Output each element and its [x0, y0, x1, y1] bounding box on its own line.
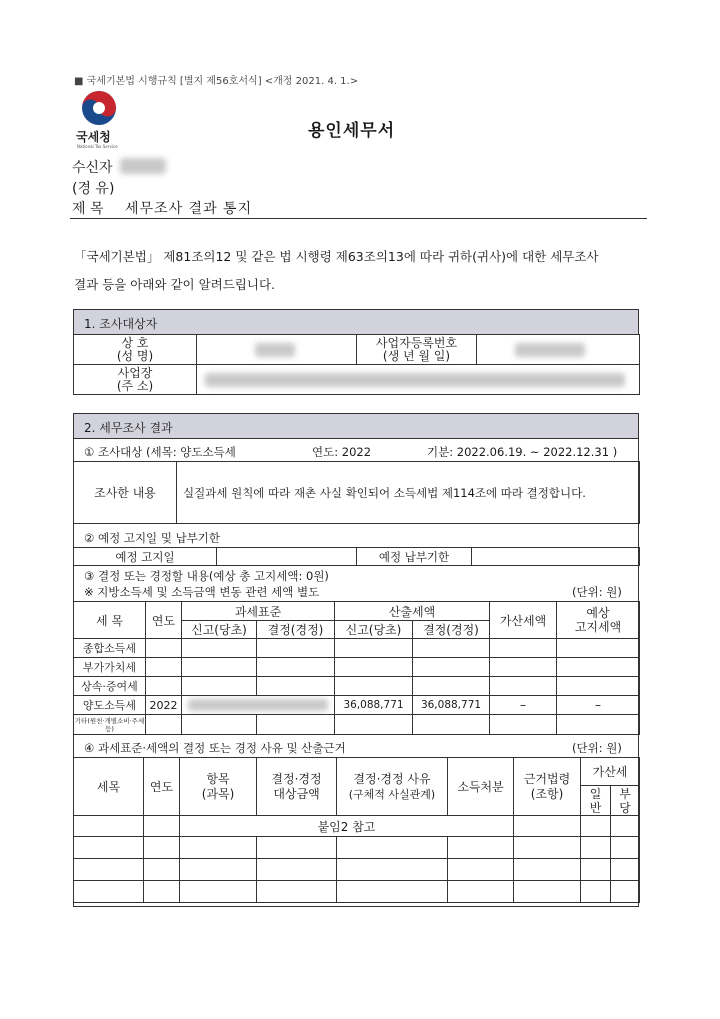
sub4-label: ④ 과세표준·세액의 결정 또는 경정 사유 및 산출근거 [84, 741, 346, 755]
table-row [74, 677, 640, 696]
cell [144, 837, 180, 859]
hdr-tax-item: 세 목 [74, 602, 146, 639]
cell [74, 816, 144, 837]
hdr4-general-2: 반 [589, 800, 602, 815]
cell [514, 859, 581, 881]
cell [514, 881, 581, 903]
row-penalty [490, 658, 557, 677]
row-name: 양도소득세 [74, 696, 146, 715]
row-calc-reported: 36,088,771 [335, 696, 413, 715]
hdr4-general [581, 786, 611, 816]
sub3-unit: (단위: 원) [572, 585, 622, 599]
row-penalty [490, 715, 557, 735]
hdr4-reason-2: (구체적 사실관계) [348, 787, 436, 801]
hdr4-law-2: (조항) [530, 786, 564, 801]
row-year [146, 677, 182, 696]
cell [144, 859, 180, 881]
row-calc-decided [413, 715, 490, 735]
hdr4-item-1: 항목 [206, 771, 230, 786]
reference-note: 붙임2 참고 [180, 816, 514, 837]
name-label [74, 335, 197, 365]
table-row [74, 881, 640, 903]
hdr-calc: 산출세액 [335, 602, 490, 621]
section1-table [73, 334, 640, 395]
hdr4-unfair [611, 786, 640, 816]
row-name-other [74, 715, 146, 735]
row-base-reported [182, 677, 257, 696]
sub2-label: ② 예정 고지일 및 납부기한 [84, 531, 221, 545]
section1-title: 1. 조사대상자 [84, 317, 158, 331]
sub4-unit: (단위: 원) [572, 741, 622, 755]
sub3-label: ③ 결정 또는 경정할 내용(예상 총 고지세액: 0원) [84, 569, 329, 583]
table-row [74, 639, 640, 658]
tax-calc-table [73, 601, 640, 735]
reason-table [73, 757, 640, 903]
cell [448, 859, 514, 881]
name-value [197, 335, 357, 365]
logo-subtitle: National Tax Service [77, 144, 118, 149]
regno-label [357, 335, 477, 365]
row-calc-decided [413, 677, 490, 696]
due-value [472, 548, 640, 566]
address-redacted [205, 373, 625, 387]
hdr4-item [180, 758, 257, 816]
address-label [74, 365, 197, 395]
row-year [146, 715, 182, 735]
hdr-expected-2: 고지세액 [574, 620, 622, 634]
content-label: 조사한 내용 [74, 462, 177, 524]
row-base-redacted-cell [182, 696, 335, 715]
row-calc-decided: 36,088,771 [413, 696, 490, 715]
regno-label-2: (생 년 월 일) [382, 348, 451, 363]
nts-logo [74, 90, 124, 150]
subject-label: 제 목 [72, 201, 104, 217]
row-base-reported [182, 639, 257, 658]
row-base-decided [257, 677, 335, 696]
regno-redacted [515, 343, 585, 357]
hdr4-amount-2: 대상금액 [273, 786, 320, 801]
hdr-year: 연도 [146, 602, 182, 639]
sub1-table [73, 461, 640, 524]
row-base-reported [182, 715, 257, 735]
row-name: 부가가치세 [74, 658, 146, 677]
office-title: 용인세무서 [308, 121, 396, 141]
hdr4-unfair-2: 당 [619, 800, 631, 815]
row-year [146, 658, 182, 677]
cell [74, 859, 144, 881]
hdr4-amount [257, 758, 337, 816]
cell [180, 837, 257, 859]
subject-value: 세무조사 결과 통지 [125, 201, 253, 217]
hdr4-unfair-1: 부 [619, 786, 631, 801]
hdr4-amount-1: 결정·경정 [271, 771, 322, 786]
hdr4-year: 연도 [144, 758, 180, 816]
address-label-1: 사업장 [117, 365, 153, 380]
cell [448, 837, 514, 859]
address-label-2: (주 소) [116, 378, 154, 393]
due-label: 예정 납부기한 [357, 548, 472, 566]
notice-date-label: 예정 고지일 [74, 548, 217, 566]
logo-name: 국세청 [76, 130, 111, 144]
cell [180, 881, 257, 903]
table-row [74, 696, 640, 715]
row-penalty: – [490, 696, 557, 715]
cell [74, 837, 144, 859]
table-row [74, 715, 640, 735]
table-row [74, 837, 640, 859]
row-expected [557, 639, 640, 658]
hdr4-disposition: 소득처분 [448, 758, 514, 816]
row-calc-decided [413, 658, 490, 677]
sub1-period: 기분: 2022.06.19. ~ 2022.12.31 ) [427, 445, 618, 459]
name-label-2: (성 명) [116, 348, 154, 363]
section2-title: 2. 세무조사 결과 [84, 421, 173, 435]
cell [611, 837, 640, 859]
hdr4-law-1: 근거법령 [523, 771, 571, 786]
hdr-calc-reported: 신고(당초) [335, 621, 413, 639]
row-penalty [490, 639, 557, 658]
hdr-base-reported: 신고(당초) [182, 621, 257, 639]
section2-header [73, 413, 639, 439]
hdr-base-decided: 결정(경정) [257, 621, 335, 639]
row-name: 기타(원천·개별소비·주세등) [74, 716, 145, 733]
base-redacted [188, 699, 328, 711]
hdr4-reason-1: 결정·경정 사유 [353, 771, 431, 786]
row-expected: – [557, 696, 640, 715]
via-label: (경 유) [72, 181, 115, 197]
hdr4-tax-item: 세목 [74, 758, 144, 816]
hdr4-reason [337, 758, 448, 816]
cell [257, 881, 337, 903]
cell [180, 859, 257, 881]
hdr4-item-2: (과목) [201, 786, 235, 801]
cell [611, 859, 640, 881]
row-base-decided [257, 715, 335, 735]
cell [337, 859, 448, 881]
row-calc-reported [335, 658, 413, 677]
hdr-penalty: 가산세액 [490, 602, 557, 639]
row-calc-reported [335, 677, 413, 696]
cell [74, 881, 144, 903]
cell [257, 837, 337, 859]
notice-date-value [217, 548, 357, 566]
hdr4-general-1: 일 [589, 786, 602, 801]
cell [257, 859, 337, 881]
cell [514, 837, 581, 859]
cell [514, 816, 581, 837]
intro-line-1: 「국세기본법」 제81조의12 및 같은 법 시행령 제63조의13에 따라 귀하(귀사)에 대한 세무조사 [74, 249, 599, 264]
sub1-label: ① 조사대상 (세목: 양도소득세 [84, 445, 236, 459]
recipient-label: 수신자 [72, 160, 113, 176]
hdr-base: 과세표준 [182, 602, 335, 621]
cell [581, 859, 611, 881]
intro-line-2: 결과 등을 아래와 같이 알려드립니다. [74, 277, 275, 292]
address-value [197, 365, 640, 395]
regno-label-1: 사업자등록번호 [375, 335, 458, 350]
header-divider [70, 218, 647, 219]
hdr4-penalty: 가산세 [581, 758, 640, 786]
row-expected [557, 658, 640, 677]
row-base-decided [257, 639, 335, 658]
cell [581, 837, 611, 859]
row-expected [557, 677, 640, 696]
hdr-expected-1: 예상 [586, 606, 610, 620]
cell [337, 881, 448, 903]
sub1-year: 연도: 2022 [312, 445, 372, 459]
cell [337, 837, 448, 859]
form-reference: ■ 국세기본법 시행규칙 [별지 제56호서식] <개정 2021. 4. 1.> [74, 76, 359, 87]
row-expected [557, 715, 640, 735]
cell [144, 881, 180, 903]
table-row [74, 859, 640, 881]
hdr-calc-decided: 결정(경정) [413, 621, 490, 639]
name-label-1: 상 호 [121, 335, 149, 350]
row-year [146, 639, 182, 658]
taegeuk-logo-icon [81, 90, 117, 126]
table-row [74, 816, 640, 837]
cell [611, 816, 640, 837]
cell [448, 881, 514, 903]
row-calc-reported [335, 639, 413, 658]
regno-value [477, 335, 640, 365]
cell [581, 816, 611, 837]
row-penalty [490, 677, 557, 696]
section1-header [73, 309, 639, 335]
row-name: 종합소득세 [74, 639, 146, 658]
hdr-expected [557, 602, 640, 639]
row-base-reported [182, 658, 257, 677]
sub3-note: ※ 지방소득세 및 소득금액 변동 관련 세액 별도 [84, 585, 320, 599]
content-value: 실질과세 원칙에 따라 재촌 사실 확인되어 소득세법 제114조에 따라 결정합니다. [177, 462, 640, 524]
hdr4-law [514, 758, 581, 816]
table-row [74, 658, 640, 677]
sub2-table [73, 547, 640, 566]
name-redacted [255, 343, 295, 357]
row-calc-decided [413, 639, 490, 658]
recipient-redacted [120, 158, 166, 174]
row-year: 2022 [146, 696, 182, 715]
row-calc-reported [335, 715, 413, 735]
row-base-decided [257, 658, 335, 677]
row-name: 상속·증여세 [74, 677, 146, 696]
cell [611, 881, 640, 903]
cell [581, 881, 611, 903]
cell [144, 816, 180, 837]
